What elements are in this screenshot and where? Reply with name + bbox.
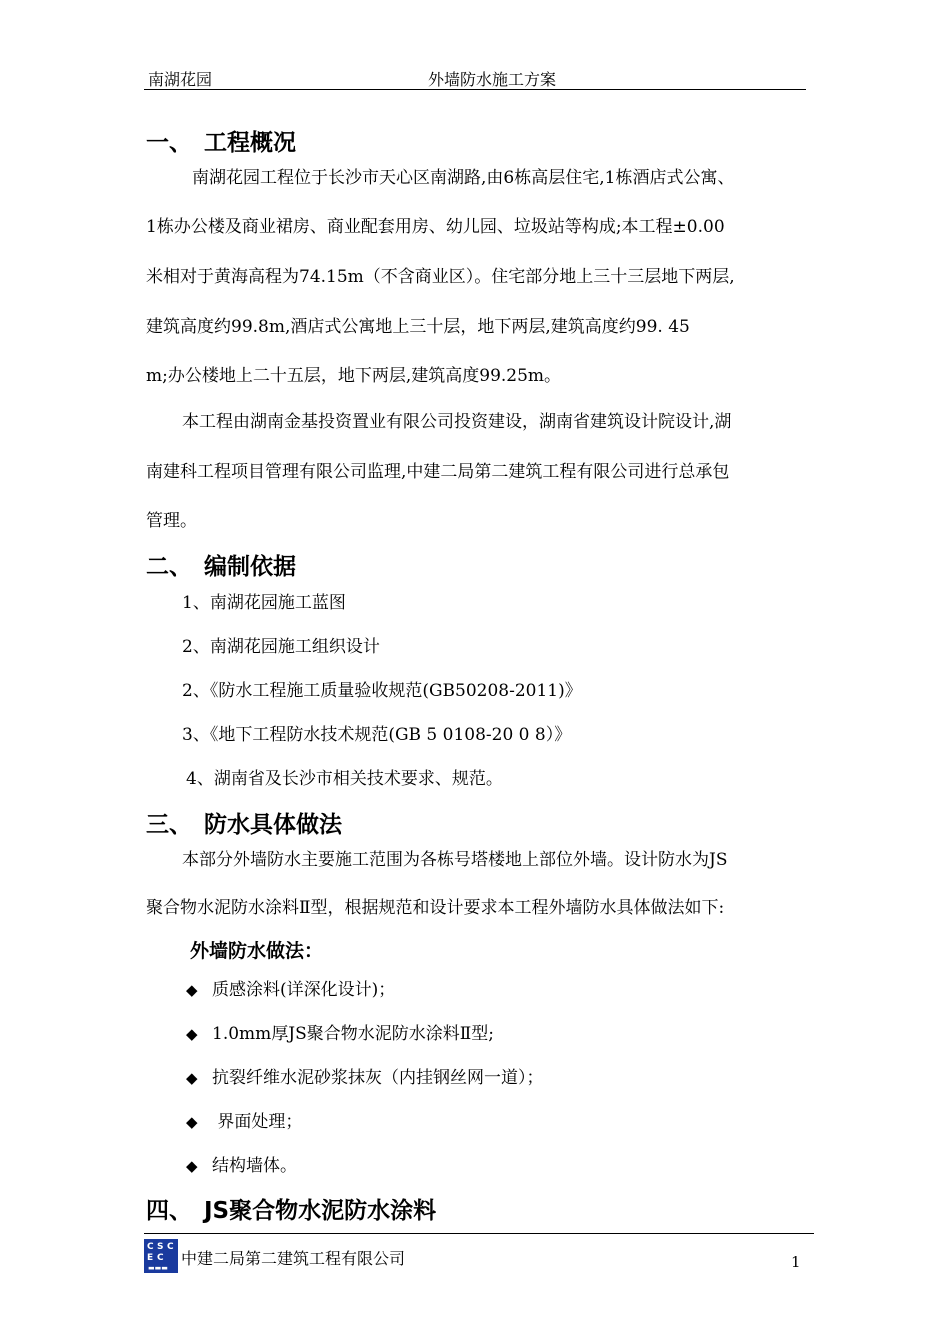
overview-line: 南建科工程项目管理有限公司监理,中建二局第二建筑工程有限公司进行总承包 xyxy=(146,462,730,482)
section-heading-js-coating xyxy=(146,1192,436,1225)
section-number: 三、 xyxy=(146,812,192,838)
method-bullet-item xyxy=(186,1151,297,1176)
section-number: 四、 xyxy=(146,1198,192,1224)
section-title: 编制依据 xyxy=(204,554,296,580)
section-number: 二、 xyxy=(146,554,192,580)
overview-line: m;办公楼地上二十五层，地下两层,建筑高度99.25m。 xyxy=(146,366,562,386)
bullet-text: 抗裂纤维水泥砂浆抹灰（内挂钢丝网一道）； xyxy=(212,1068,544,1088)
footer-rule xyxy=(144,1233,814,1234)
bullet-diamond-icon: ◆ xyxy=(186,1157,198,1175)
method-subheading: 外墙防水做法： xyxy=(190,940,324,962)
section-number: 一、 xyxy=(146,130,192,156)
method-line: 本部分外墙防水主要施工范围为各栋号塔楼地上部位外墙。设计防水为JS xyxy=(182,850,728,870)
method-bullet-item xyxy=(186,975,395,1000)
section-title: 工程概况 xyxy=(204,130,296,156)
page-number: 1 xyxy=(791,1253,801,1271)
header-document-title: 外墙防水施工方案 xyxy=(428,70,557,89)
method-bullet-item xyxy=(186,1107,302,1132)
header-rule xyxy=(144,89,806,90)
method-bullet-item xyxy=(186,1063,544,1088)
section-title: JS聚合物水泥防水涂料 xyxy=(204,1198,437,1224)
bullet-diamond-icon: ◆ xyxy=(186,981,198,999)
bullet-text: 界面处理； xyxy=(212,1112,303,1132)
overview-line: 管理。 xyxy=(146,511,197,531)
section-title: 防水具体做法 xyxy=(204,812,342,838)
section-heading-overview xyxy=(146,124,296,157)
overview-line: 南湖花园工程位于长沙市天心区南湖路,由6栋高层住宅,1栋酒店式公寓、 xyxy=(192,168,735,188)
bullet-text: 质感涂料(详深化设计)； xyxy=(212,980,396,1000)
basis-item: 3、《地下工程防水技术规范(GB 5 0108-20 0 8）》 xyxy=(182,725,572,745)
bullet-diamond-icon: ◆ xyxy=(186,1113,198,1131)
overview-line: 本工程由湖南金基投资置业有限公司投资建设，湖南省建筑设计院设计,湖 xyxy=(182,412,732,432)
overview-line: 建筑高度约99.8m,酒店式公寓地上三十层，地下两层,建筑高度约99. 45 xyxy=(146,317,690,337)
footer-company-name: 中建二局第二建筑工程有限公司 xyxy=(181,1249,406,1268)
company-logo: C S C E C ▬▬▬ xyxy=(144,1239,178,1273)
header-project-name: 南湖花园 xyxy=(148,70,213,89)
bullet-diamond-icon: ◆ xyxy=(186,1069,198,1087)
bullet-text: 1.0mm厚JS聚合物水泥防水涂料Ⅱ型; xyxy=(212,1024,495,1044)
basis-item: 1、南湖花园施工蓝图 xyxy=(182,593,346,613)
overview-line: 1栋办公楼及商业裙房、商业配套用房、幼儿园、垃圾站等构成;本工程±0.00 xyxy=(146,217,725,237)
method-bullet-item xyxy=(186,1019,494,1044)
overview-line: 米相对于黄海高程为74.15m（不含商业区）。住宅部分地上三十三层地下两层, xyxy=(146,267,735,287)
method-line: 聚合物水泥防水涂料Ⅱ型，根据规范和设计要求本工程外墙防水具体做法如下: xyxy=(146,898,725,918)
basis-item: 4、湖南省及长沙市相关技术要求、规范。 xyxy=(186,769,503,789)
bullet-text: 结构墙体。 xyxy=(212,1156,297,1176)
basis-item: 2、南湖花园施工组织设计 xyxy=(182,637,380,657)
basis-item: 2、《防水工程施工质量验收规范(GB50208-2011)》 xyxy=(182,681,582,701)
section-heading-basis xyxy=(146,548,296,581)
bullet-diamond-icon: ◆ xyxy=(186,1025,198,1043)
section-heading-method xyxy=(146,806,342,839)
